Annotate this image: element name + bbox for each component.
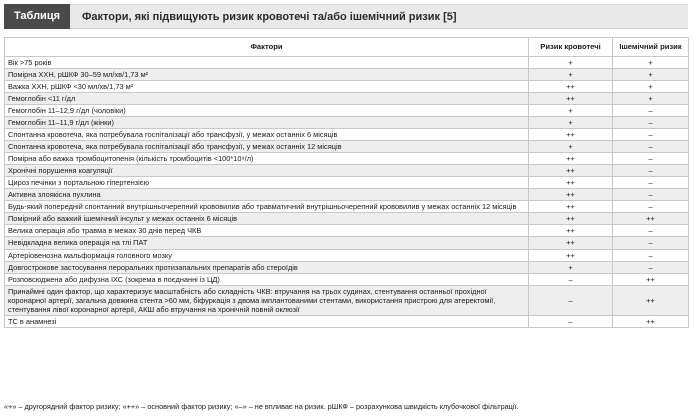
table-row — [5, 117, 689, 129]
bleeding-risk-cell: – — [529, 315, 613, 327]
table-row — [5, 285, 689, 315]
factor-cell: ТС в анамнезі — [5, 315, 529, 327]
table-row — [5, 225, 689, 237]
factor-cell: Хронічні порушення коагуляції — [5, 165, 529, 177]
table-row — [5, 165, 689, 177]
bleeding-risk-cell: – — [529, 285, 613, 315]
table-body — [5, 57, 689, 328]
table-title: Фактори, які підвищують ризик кровотечі та/або ішемічний ризик [5] — [70, 4, 688, 29]
factor-cell: Довгострокове застосування пероральних протизапальних препаратів або стероїдів — [5, 261, 529, 273]
table-row — [5, 93, 689, 105]
factor-cell: Помірна або важка тромбоцитопенія (кількість тромбоцитів <100*10⁹/л) — [5, 153, 529, 165]
table-header-row — [5, 38, 689, 57]
table-row — [5, 57, 689, 69]
table-row — [5, 213, 689, 225]
table-row — [5, 273, 689, 285]
factor-cell: Цироз печінки з портальною гіпертензією — [5, 177, 529, 189]
bleeding-risk-cell: + — [529, 117, 613, 129]
ischemic-risk-cell: ++ — [613, 273, 689, 285]
table-row — [5, 201, 689, 213]
table-row — [5, 69, 689, 81]
table-row — [5, 315, 689, 327]
table-row — [5, 261, 689, 273]
ischemic-risk-cell: – — [613, 177, 689, 189]
ischemic-risk-cell: – — [613, 237, 689, 249]
table-row — [5, 237, 689, 249]
ischemic-risk-cell: – — [613, 165, 689, 177]
bleeding-risk-cell: ++ — [529, 165, 613, 177]
factor-cell: Артеріовенозна мальформація головного мозку — [5, 249, 529, 261]
ischemic-risk-cell: + — [613, 57, 689, 69]
table-row — [5, 249, 689, 261]
factor-cell: Гемоглобін <11 г/дл — [5, 93, 529, 105]
bleeding-risk-cell: ++ — [529, 93, 613, 105]
factor-cell: Помірний або важкий ішемічний інсульт у межах останніх 6 місяців — [5, 213, 529, 225]
factor-cell: Принаймні один фактор, що характеризує масштабність або складність ЧКВ: втручання на трьох судинах, стентування останньої прохідної коронарної артерії, загальна довжина стента >60 мм, біфуркація з двома імплантованими стентами, використання пристрою для атеректомії, стентування лівої коронарної артерії, АКШ або втручання на хронічній повній оклюзії — [5, 285, 529, 315]
ischemic-risk-cell: – — [613, 117, 689, 129]
table-row — [5, 177, 689, 189]
table-footnote: «+» – другорядний фактор ризику; «++» – основний фактор ризику; «–» – не впливає на ризик. рШКФ – розрахункова швидкість клубочкової фільтрації. — [4, 402, 519, 411]
bleeding-risk-cell: ++ — [529, 153, 613, 165]
bleeding-risk-cell: – — [529, 273, 613, 285]
factor-cell: Спонтанна кровотеча, яка потребувала госпіталізації або трансфузії, у межах останніх 6 місяців — [5, 129, 529, 141]
ischemic-risk-cell: + — [613, 69, 689, 81]
ischemic-risk-cell: + — [613, 93, 689, 105]
ischemic-risk-cell: ++ — [613, 285, 689, 315]
table-header — [4, 4, 688, 47]
factor-cell: Гемоглобін 11–11,9 г/дл (жінки) — [5, 117, 529, 129]
ischemic-risk-cell: – — [613, 153, 689, 165]
bleeding-risk-cell: ++ — [529, 129, 613, 141]
bleeding-risk-cell: ++ — [529, 177, 613, 189]
table-number-badge: Таблиця 1. — [4, 4, 70, 29]
column-header-bleeding-risk: Ризик кровотечі — [529, 38, 613, 57]
ischemic-risk-cell: – — [613, 189, 689, 201]
bleeding-risk-cell: + — [529, 69, 613, 81]
bleeding-risk-cell: + — [529, 105, 613, 117]
factor-cell: Важка ХХН, рШКФ <30 мл/хв/1,73 м² — [5, 81, 529, 93]
ischemic-risk-cell: ++ — [613, 213, 689, 225]
ischemic-risk-cell: – — [613, 141, 689, 153]
ischemic-risk-cell: – — [613, 201, 689, 213]
ischemic-risk-cell: – — [613, 225, 689, 237]
table-row — [5, 105, 689, 117]
bleeding-risk-cell: ++ — [529, 225, 613, 237]
ischemic-risk-cell: ++ — [613, 315, 689, 327]
column-header-ischemic-risk: Ішемічний ризик — [613, 38, 689, 57]
factor-cell: Вік >75 років — [5, 57, 529, 69]
ischemic-risk-cell: – — [613, 261, 689, 273]
ischemic-risk-cell: – — [613, 249, 689, 261]
bleeding-risk-cell: ++ — [529, 201, 613, 213]
table-row — [5, 153, 689, 165]
bleeding-risk-cell: + — [529, 141, 613, 153]
bleeding-risk-cell: + — [529, 57, 613, 69]
bleeding-risk-cell: ++ — [529, 237, 613, 249]
bleeding-risk-cell: ++ — [529, 249, 613, 261]
ischemic-risk-cell: + — [613, 81, 689, 93]
table-row — [5, 189, 689, 201]
column-header-factors: Фактори — [5, 38, 529, 57]
factor-cell: Будь-який попередній спонтанний внутрішньочерепний крововилив або травматичний внутрішньочерепний крововилив у межах останніх 12 місяців — [5, 201, 529, 213]
factor-cell: Розповсюджена або дифузна ІХС (зокрема в поєднанні із ЦД) — [5, 273, 529, 285]
table-row — [5, 81, 689, 93]
bleeding-risk-cell: ++ — [529, 81, 613, 93]
bleeding-risk-cell: ++ — [529, 213, 613, 225]
factor-cell: Активна злоякісна пухлина — [5, 189, 529, 201]
bleeding-risk-cell: ++ — [529, 189, 613, 201]
factor-cell: Гемоглобін 11–12,9 г/дл (чоловіки) — [5, 105, 529, 117]
factor-cell: Помірна ХХН, рШКФ 30–59 мл/хв/1,73 м² — [5, 69, 529, 81]
factor-cell: Невідкладна велика операція на тлі ПАТ — [5, 237, 529, 249]
bleeding-risk-cell: + — [529, 261, 613, 273]
risk-factors-table — [4, 37, 689, 328]
table-row — [5, 141, 689, 153]
factor-cell: Спонтанна кровотеча, яка потребувала госпіталізації або трансфузії, у межах останніх 12 місяців — [5, 141, 529, 153]
factor-cell: Велика операція або травма в межах 30 днів перед ЧКВ — [5, 225, 529, 237]
table-row — [5, 129, 689, 141]
ischemic-risk-cell: – — [613, 105, 689, 117]
ischemic-risk-cell: – — [613, 129, 689, 141]
